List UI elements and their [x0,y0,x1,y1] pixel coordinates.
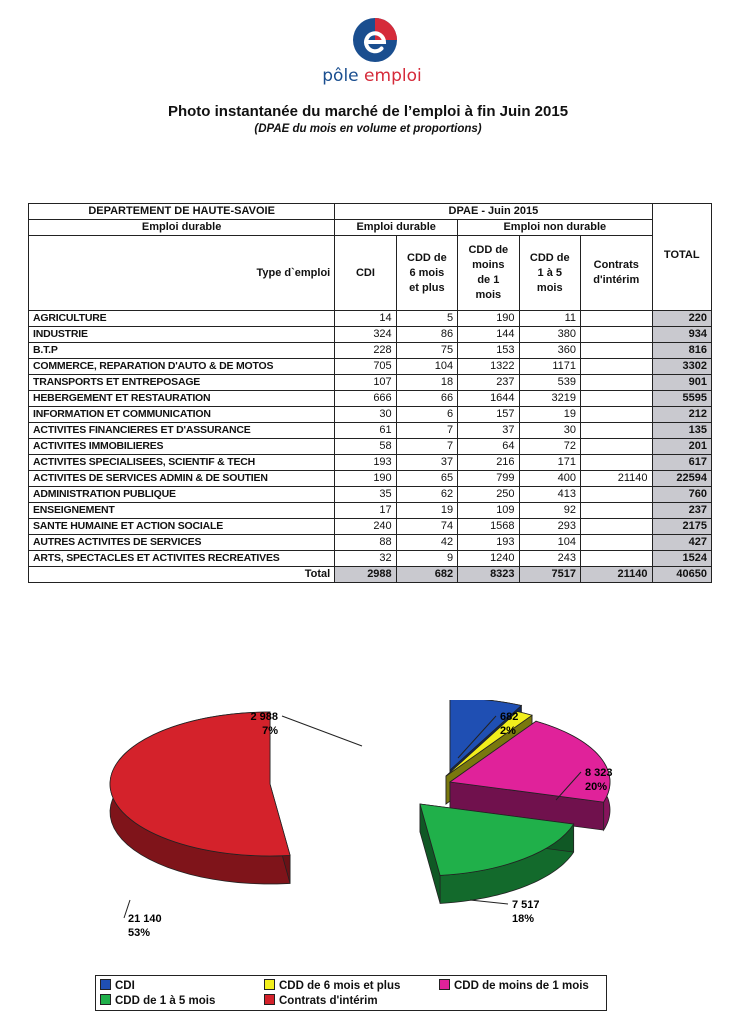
cell-interim [580,519,652,535]
legend-label-cdi: CDI [115,980,135,992]
header-emploi-non-durable: Emploi non durable [458,220,652,236]
cell-cdd-1-a-5-mois: 171 [519,455,580,471]
cell-interim [580,503,652,519]
cell-interim [580,327,652,343]
cell-cdi: 193 [335,455,396,471]
logo-word-pole: pôle [322,66,365,86]
table-row [29,439,712,455]
table-row [29,487,712,503]
cell-interim [580,487,652,503]
cell-cdd-1-a-5-mois: 92 [519,503,580,519]
cell-total: 22594 [652,471,712,487]
row-label: ACTIVITES SPECIALISEES, SCIENTIF & TECH [29,455,335,471]
legend-swatch-cdd-6-mois [264,979,275,990]
cell-interim [580,343,652,359]
page-title: Photo instantanée du marché de l’emploi à fin Juin 2015 [167,103,569,120]
cell-interim [580,359,652,375]
cell-cdd-moins-1-mois: 153 [458,343,519,359]
cell-cdd-1-a-5-mois: 293 [519,519,580,535]
table-row [29,503,712,519]
cell-interim [580,535,652,551]
cell-cdi: 666 [335,391,396,407]
table-row [29,535,712,551]
cell-cdd-moins-1-mois: 237 [458,375,519,391]
cell-cdd-6-mois: 62 [396,487,457,503]
table-row [29,519,712,535]
logo-wordmark [292,66,452,86]
cell-cdd-6-mois: 6 [396,407,457,423]
row-label: ACTIVITES FINANCIERES ET D'ASSURANCE [29,423,335,439]
cell-cdd-1-a-5-mois: 3219 [519,391,580,407]
cell-total: 427 [652,535,712,551]
row-label: AUTRES ACTIVITES DE SERVICES [29,535,335,551]
cell-total: 3302 [652,359,712,375]
table-row [29,455,712,471]
legend-item-contrats-interim [264,994,378,1007]
cell-cdd-6-mois: 5 [396,311,457,327]
cell-cdd-1-a-5-mois: 19 [519,407,580,423]
logo-circle-red [375,18,397,40]
cell-cdd-moins-1-mois: 250 [458,487,519,503]
cell-cdd-1-a-5-mois: 360 [519,343,580,359]
cell-cdd-1-a-5-mois: 413 [519,487,580,503]
cell-cdd-6-mois: 65 [396,471,457,487]
row-label: INDUSTRIE [29,327,335,343]
cell-cdd-6-mois: 66 [396,391,457,407]
cell-cdd-6-mois: 86 [396,327,457,343]
cell-cdd-moins-1-mois: 1240 [458,551,519,567]
pie-value-label: 7 517 [512,899,540,911]
total-total: 40650 [652,567,712,583]
row-label: TRANSPORTS ET ENTREPOSAGE [29,375,335,391]
cell-cdd-6-mois: 19 [396,503,457,519]
row-label: ADMINISTRATION PUBLIQUE [29,487,335,503]
cell-total: 135 [652,423,712,439]
header-type-emploi: Type d`emploi [29,236,335,311]
table-row [29,327,712,343]
row-label: ACTIVITES IMMOBILIERES [29,439,335,455]
cell-cdd-moins-1-mois: 190 [458,311,519,327]
total-cdd-1-a-5-mois: 7517 [519,567,580,583]
cell-cdd-1-a-5-mois: 104 [519,535,580,551]
header-cdd-moins-1-mois: CDD de moins de 1 mois [458,236,519,311]
cell-cdi: 17 [335,503,396,519]
legend-swatch-contrats-interim [264,994,275,1005]
chart-legend [95,975,607,1011]
cell-cdi: 58 [335,439,396,455]
cell-total: 901 [652,375,712,391]
cell-interim [580,375,652,391]
pie-value-label: 21 140 [128,913,162,925]
cell-total: 212 [652,407,712,423]
header-cdi: CDI [335,236,396,311]
pie-pct-label: 53% [128,927,151,939]
logo-word-emploi: emploi [364,66,422,86]
cell-cdd-1-a-5-mois: 30 [519,423,580,439]
header-dpae: DPAE - Juin 2015 [335,204,652,220]
page-subtitle: (DPAE du mois en volume et proportions) [254,123,482,135]
cell-interim [580,311,652,327]
cell-cdi: 190 [335,471,396,487]
row-label: ACTIVITES DE SERVICES ADMIN & DE SOUTIEN [29,471,335,487]
legend-label-cdd-moins-1-mois: CDD de moins de 1 mois [454,980,589,992]
cell-cdi: 14 [335,311,396,327]
cell-total: 934 [652,327,712,343]
cell-interim [580,423,652,439]
cell-cdi: 88 [335,535,396,551]
cell-cdd-1-a-5-mois: 11 [519,311,580,327]
cell-cdd-moins-1-mois: 216 [458,455,519,471]
cell-cdd-moins-1-mois: 193 [458,535,519,551]
row-label: HEBERGEMENT ET RESTAURATION [29,391,335,407]
cell-cdd-1-a-5-mois: 72 [519,439,580,455]
cell-cdd-moins-1-mois: 144 [458,327,519,343]
cell-cdd-6-mois: 37 [396,455,457,471]
table-row [29,359,712,375]
header-cdd-6-mois: CDD de 6 mois et plus [396,236,457,311]
cell-interim [580,455,652,471]
cell-total: 1524 [652,551,712,567]
legend-item-cdd-6-mois [264,979,400,992]
cell-cdd-moins-1-mois: 109 [458,503,519,519]
legend-label-cdd-1-a-5-mois: CDD de 1 à 5 mois [115,995,216,1007]
header-emploi-durable: Emploi durable [335,220,458,236]
cell-cdi: 30 [335,407,396,423]
cell-total: 220 [652,311,712,327]
cell-cdd-1-a-5-mois: 1171 [519,359,580,375]
cell-cdd-6-mois: 9 [396,551,457,567]
cell-cdi: 107 [335,375,396,391]
cell-total: 2175 [652,519,712,535]
header-contrats-interim: Contrats d'intérim [580,236,652,311]
total-cdd-6-mois: 682 [396,567,457,583]
row-label: ENSEIGNEMENT [29,503,335,519]
cell-cdd-6-mois: 75 [396,343,457,359]
table-row [29,423,712,439]
row-label: INFORMATION ET COMMUNICATION [29,407,335,423]
cell-interim [580,551,652,567]
cell-cdd-6-mois: 7 [396,439,457,455]
row-label: COMMERCE, REPARATION D'AUTO & DE MOTOS [29,359,335,375]
pie-pct-label: 18% [512,913,535,925]
cell-cdd-6-mois: 7 [396,423,457,439]
row-label: ARTS, SPECTACLES ET ACTIVITES RECREATIVES [29,551,335,567]
cell-cdd-moins-1-mois: 799 [458,471,519,487]
cell-interim: 21140 [580,471,652,487]
table-row [29,343,712,359]
total-cdi: 2988 [335,567,396,583]
cell-cdd-6-mois: 74 [396,519,457,535]
cell-cdd-1-a-5-mois: 380 [519,327,580,343]
header-cdd-1-a-5-mois: CDD de 1 à 5 mois [519,236,580,311]
cell-total: 816 [652,343,712,359]
header-emploi-durable-left: Emploi durable [29,220,335,236]
cell-total: 5595 [652,391,712,407]
header-total: TOTAL [652,204,712,311]
cell-interim [580,407,652,423]
cell-cdd-moins-1-mois: 37 [458,423,519,439]
total-cdd-moins-1-mois: 8323 [458,567,519,583]
pie-leader-line [282,716,362,746]
cell-cdd-moins-1-mois: 64 [458,439,519,455]
legend-item-cdi [100,979,135,992]
total-row [29,567,712,583]
legend-item-cdd-moins-1-mois [439,979,589,992]
pie-value-label: 8 323 [585,767,613,779]
pie-leader-line [470,900,508,904]
cell-interim [580,439,652,455]
table-row [29,311,712,327]
header-department: DEPARTEMENT DE HAUTE-SAVOIE [29,204,335,220]
pie-pct-label: 20% [585,781,608,793]
cell-cdi: 61 [335,423,396,439]
cell-cdd-6-mois: 18 [396,375,457,391]
cell-cdi: 324 [335,327,396,343]
legend-label-cdd-6-mois: CDD de 6 mois et plus [279,980,401,992]
cell-cdd-moins-1-mois: 1644 [458,391,519,407]
cell-cdd-6-mois: 104 [396,359,457,375]
cell-cdd-1-a-5-mois: 243 [519,551,580,567]
pie-pct-label: 2% [500,725,516,737]
legend-swatch-cdd-1-a-5-mois [100,994,111,1005]
cell-cdi: 240 [335,519,396,535]
pie-value-label: 2 988 [250,711,278,723]
cell-cdd-1-a-5-mois: 400 [519,471,580,487]
pie-chart [0,700,736,970]
row-label: SANTE HUMAINE ET ACTION SOCIALE [29,519,335,535]
legend-swatch-cdi [100,979,111,990]
pie-value-label: 682 [500,711,519,723]
legend-label-contrats-interim: Contrats d'intérim [279,995,378,1007]
total-label: Total [29,567,335,583]
cell-cdi: 228 [335,343,396,359]
cell-cdi: 35 [335,487,396,503]
table-row [29,551,712,567]
table-row [29,407,712,423]
cell-cdd-1-a-5-mois: 539 [519,375,580,391]
cell-cdd-moins-1-mois: 157 [458,407,519,423]
table-row [29,471,712,487]
cell-total: 617 [652,455,712,471]
cell-total: 760 [652,487,712,503]
cell-cdd-moins-1-mois: 1568 [458,519,519,535]
cell-cdi: 32 [335,551,396,567]
cell-cdi: 705 [335,359,396,375]
cell-cdd-moins-1-mois: 1322 [458,359,519,375]
cell-total: 237 [652,503,712,519]
dpae-table [28,203,712,583]
row-label: B.T.P [29,343,335,359]
legend-item-cdd-1-a-5-mois [100,994,215,1007]
table-row [29,375,712,391]
legend-swatch-cdd-moins-1-mois [439,979,450,990]
cell-interim [580,391,652,407]
cell-cdd-6-mois: 42 [396,535,457,551]
row-label: AGRICULTURE [29,311,335,327]
table-row [29,391,712,407]
total-interim: 21140 [580,567,652,583]
pie-pct-label: 7% [262,725,278,737]
table-body [29,311,712,567]
cell-total: 201 [652,439,712,455]
